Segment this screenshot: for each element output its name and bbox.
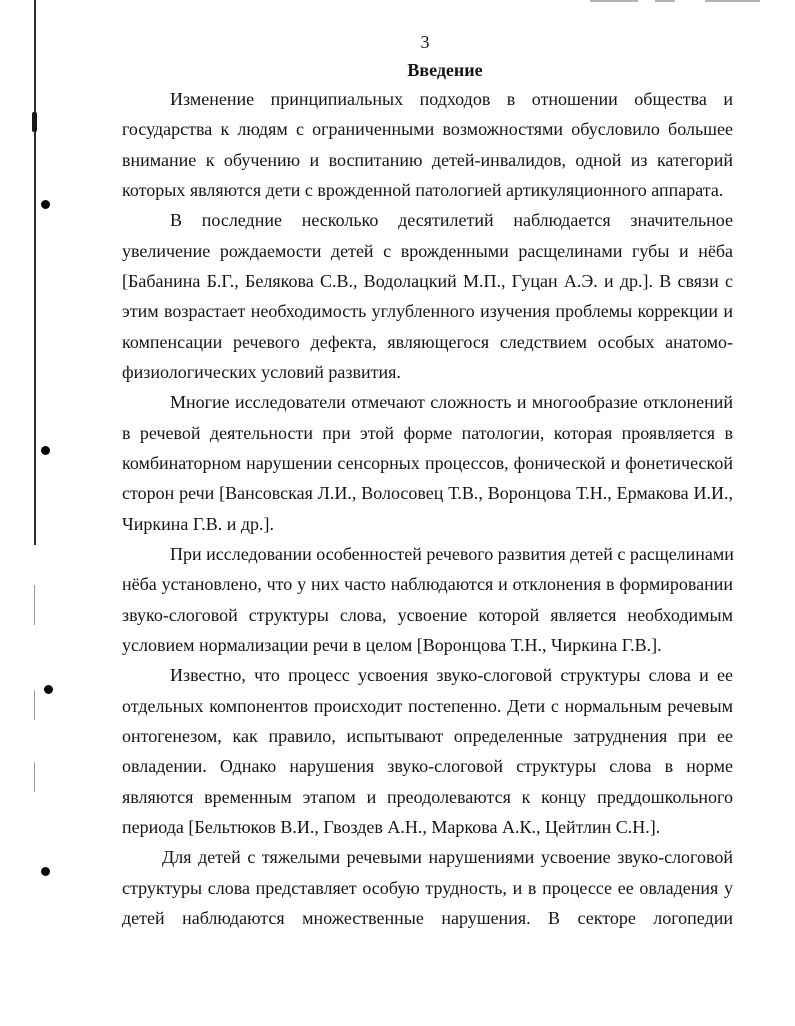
text-line: Для детей с тяжелыми речевыми нарушениями усвоение звуко-слоговой — [162, 847, 733, 868]
text-line: Известно, что процесс усвоения звуко-слоговой структуры слова и ее — [170, 665, 733, 686]
text-line: компенсации речевого дефекта, являющегося следствием особых анатомо- — [122, 331, 733, 352]
punch-hole-mark — [41, 446, 50, 455]
text-line: нёба установлено, что у них часто наблюдаются и отклонения в формировании — [122, 574, 733, 595]
text-line: структуры слова представляет особую трудность, и в процессе ее овладения у — [122, 877, 733, 898]
text-line: Многие исследователи отмечают сложность и многообразие отклонений — [170, 392, 733, 413]
scan-edge-line — [34, 585, 35, 625]
scan-top-mark — [705, 0, 760, 2]
text-line: этим возрастает необходимость углубленного изучения проблемы коррекции и — [122, 301, 733, 322]
paragraph — [122, 842, 733, 933]
text-line: Чиркина Г.В. и др.]. — [122, 513, 274, 534]
paragraph — [122, 84, 733, 205]
scan-top-mark — [590, 0, 638, 2]
scan-top-mark — [655, 0, 675, 2]
paragraph — [122, 539, 733, 660]
text-line: комбинаторном нарушении сенсорных процессов, фонической и фонетической — [122, 452, 733, 473]
punch-hole-mark — [41, 867, 50, 876]
page-number: 3 — [420, 32, 430, 52]
text-line: в речевой деятельности при этой форме патологии, которая проявляется в — [122, 422, 733, 443]
text-line: [Бабанина Б.Г., Белякова С.В., Водолацкий М.П., Гуцан А.Э. и др.]. В связи с — [122, 270, 733, 291]
text-line: внимание к обучению и воспитанию детей-инвалидов, одной из категорий — [122, 149, 733, 170]
text-line: государства к людям с ограниченными возможностями обусловило большее — [122, 119, 733, 140]
text-line: онтогенезом, как правило, испытывают определенные затруднения при ее — [122, 725, 733, 746]
text-line: детей наблюдаются множественные нарушения. В секторе логопедии — [122, 907, 733, 928]
text-line: При исследовании особенностей речевого развития детей с расщелинами — [170, 543, 734, 564]
text-line: которых являются дети с врожденной патологией артикуляционного аппарата. — [122, 179, 724, 200]
scan-smudge — [32, 112, 37, 132]
text-line: сторон речи [Вансовская Л.И., Волосовец Т.В., Воронцова Т.Н., Ермакова И.И., — [122, 483, 733, 504]
paragraph — [122, 660, 733, 842]
text-line: физиологических условий развития. — [122, 361, 401, 382]
section-heading: Введение — [407, 60, 483, 80]
document-body — [122, 84, 733, 933]
text-line: являются временным этапом и преодолеваются к концу преддошкольного — [122, 786, 733, 807]
text-line: В последние несколько десятилетий наблюдается значительное — [170, 210, 733, 231]
paragraph — [122, 205, 733, 387]
text-line: звуко-слоговой структуры слова, усвоение которой является необходимым — [122, 604, 733, 625]
punch-hole-mark — [41, 200, 50, 209]
text-line: увеличение рождаемости детей с врожденными расщелинами губы и нёба — [122, 240, 733, 261]
text-line: Изменение принципиальных подходов в отношении общества и — [170, 89, 733, 109]
text-line: отдельных компонентов происходит постепенно. Дети с нормальным речевым — [122, 695, 733, 716]
text-line: периода [Бельтюков В.И., Гвоздев А.Н., Маркова А.К., Цейтлин С.Н.]. — [122, 816, 661, 837]
scan-edge-line — [34, 0, 36, 545]
paragraph — [122, 387, 733, 539]
text-line: овладении. Однако нарушения звуко-слоговой структуры слова в норме — [122, 756, 733, 777]
punch-hole-mark — [44, 685, 53, 694]
text-line: условием нормализации речи в целом [Воронцова Т.Н., Чиркина Г.В.]. — [122, 634, 662, 655]
scan-edge-line — [34, 762, 35, 792]
scan-edge-line — [34, 690, 35, 720]
